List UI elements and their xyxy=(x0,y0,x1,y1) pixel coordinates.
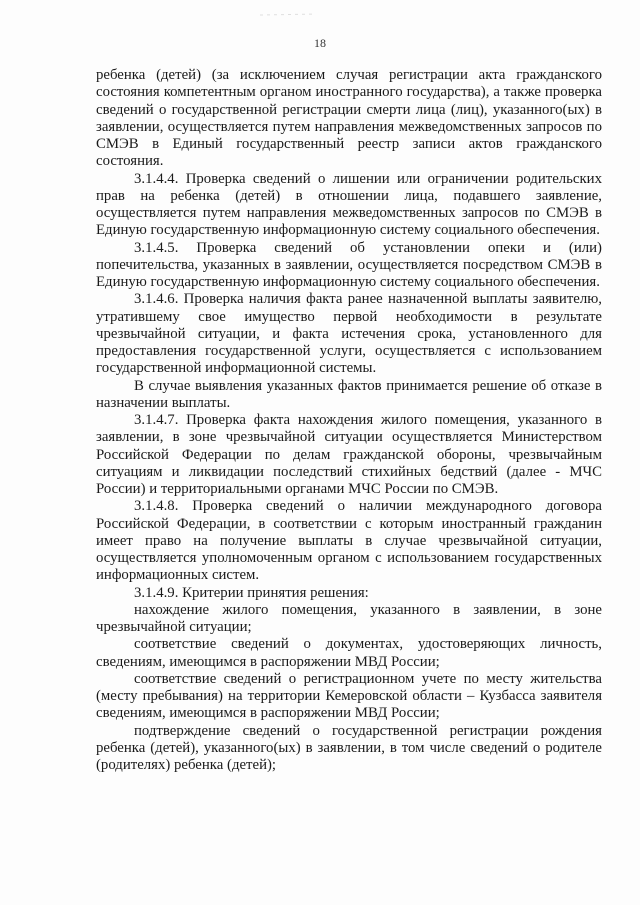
paragraph: ребенка (детей) (за исключением случая регистрации акта гражданского состояния компетентным органом иностранного государства), а также проверка сведений о государственной регистрации смерти лица (лиц), указанного(ых) в заявлении, осуществляется путем направления межведомственных запросов по СМЭВ в Единый государственный реестр записи актов гражданского состояния. xyxy=(96,67,602,170)
paragraph: 3.1.4.8. Проверка сведений о наличии международного договора Российской Федерации, в соответствии с которым иностранный гражданин имеет право на получение выплаты в случае чрезвычайной ситуации, осуществляется уполномоченным органом с использованием государственных информационных систем. xyxy=(96,498,602,584)
paragraph: 3.1.4.5. Проверка сведений об установлении опеки и (или) попечительства, указанных в заявлении, осуществляется посредством СМЭВ в Единую государственную информационную систему социального обеспечения. xyxy=(96,239,602,290)
paragraph: В случае выявления указанных фактов принимается решение об отказе в назначении выплаты. xyxy=(96,377,602,411)
paragraph: 3.1.4.4. Проверка сведений о лишении или ограничении родительских прав на ребенка (детей) в отношении лица, подавшего заявление, осуществляется путем направления межведомственных запросов по СМЭВ в Единую государственную информационную систему социального обеспечения. xyxy=(96,170,602,239)
paragraph: нахождение жилого помещения, указанного в заявлении, в зоне чрезвычайной ситуации; xyxy=(96,601,602,635)
document-body xyxy=(96,67,602,774)
paragraph: 3.1.4.6. Проверка наличия факта ранее назначенной выплаты заявителю, утратившему свое имущество первой необходимости в результате чрезвычайной ситуации, и факта истечения срока, установленного для предоставления государственной услуги, осуществляется с использованием государственной информационной системы. xyxy=(96,291,602,377)
scan-artifact xyxy=(258,12,318,18)
paragraph: 3.1.4.9. Критерии принятия решения: xyxy=(134,584,369,601)
page-number: 18 xyxy=(314,36,326,50)
paragraph: подтверждение сведений о государственной регистрации рождения ребенка (детей), указанного(ых) в заявлении, в том числе сведений о родителе (родителях) ребенка (детей); xyxy=(96,722,602,773)
paragraph: соответствие сведений о документах, удостоверяющих личность, сведениям, имеющимся в распоряжении МВД России; xyxy=(96,636,602,670)
paragraph: соответствие сведений о регистрационном учете по месту жительства (месту пребывания) на территории Кемеровской области – Кузбасса заявителя сведениям, имеющимся в распоряжении МВД России; xyxy=(96,670,602,722)
paragraph: 3.1.4.7. Проверка факта нахождения жилого помещения, указанного в заявлении, в зоне чрезвычайной ситуации осуществляется Министерством Российской Федерации по делам гражданской обороны, чрезвычайным ситуациям и ликвидации последствий стихийных бедствий (далее - МЧС России) и территориальными органами МЧС России по СМЭВ. xyxy=(96,412,602,497)
